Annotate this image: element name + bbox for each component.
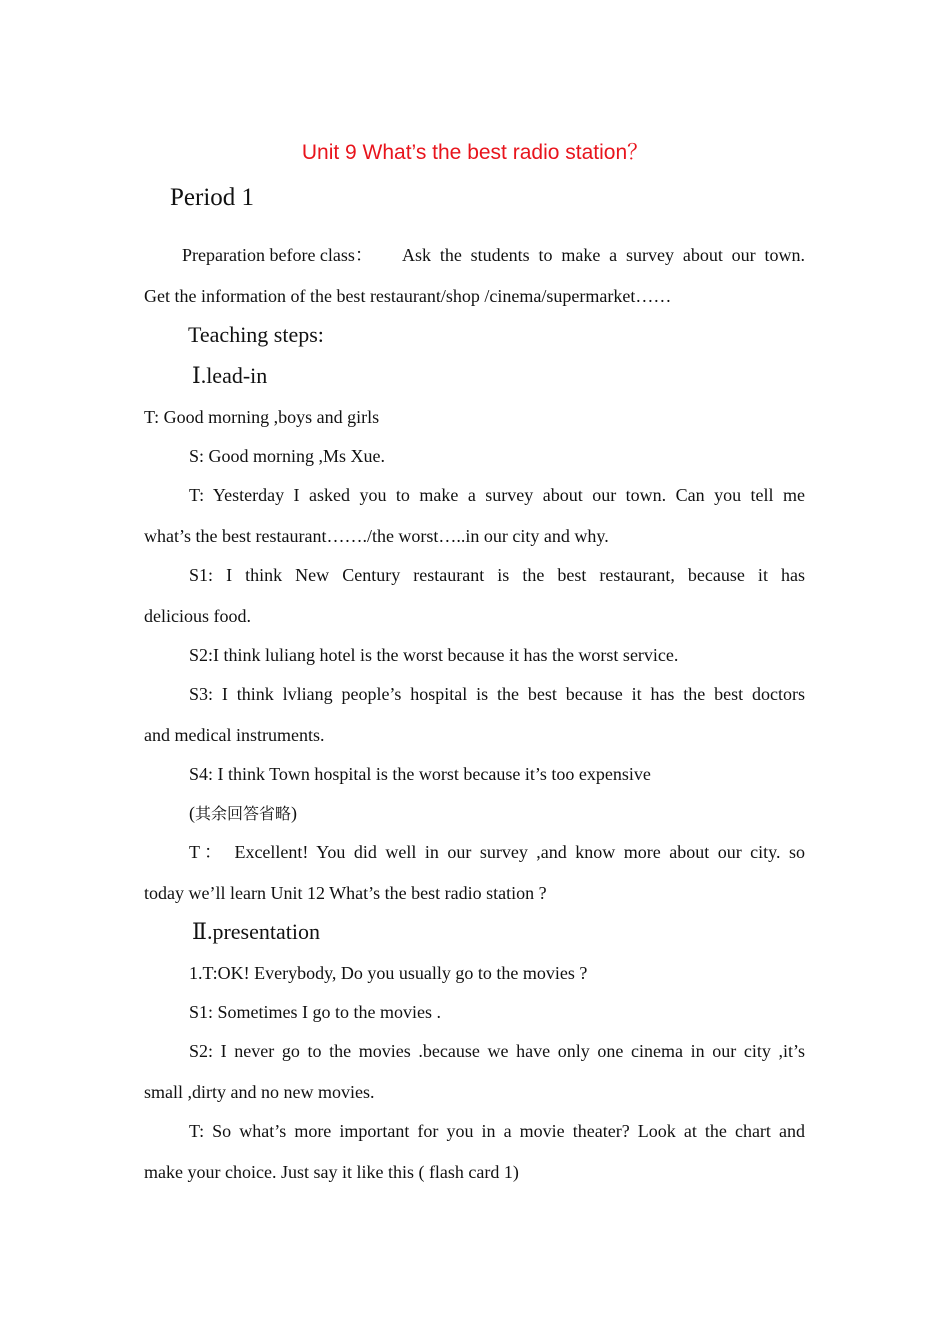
dialogue-line: S3: I think lvliang people’s hospital is the best because it has the best doctors — [189, 684, 805, 704]
dialogue-line: T: So what’s more important for you in a movie theater? Look at the chart and — [189, 1121, 805, 1141]
dialogue-line: today we’ll learn Unit 12 What’s the best radio station ? — [144, 883, 547, 903]
dialogue-line: S1: I think New Century restaurant is the best restaurant, because it has — [189, 565, 805, 585]
dialogue-line: make your choice. Just say it like this ( flash card 1) — [144, 1162, 519, 1182]
dialogue-line: S4: I think Town hospital is the worst because it’s too expensive — [189, 764, 651, 784]
teaching-steps-heading: Teaching steps: — [188, 322, 324, 347]
omitted-answers-note — [189, 802, 297, 825]
dialogue-line: T: Good morning ,boys and girls — [144, 407, 380, 427]
dialogue-line: S: Good morning ,Ms Xue. — [189, 446, 386, 466]
note-cjk-text: 其余回答省略 — [195, 804, 292, 823]
dialogue-line: S2:I think luliang hotel is the worst because it has the worst service. — [189, 645, 679, 665]
dialogue-line: what’s the best restaurant……./the worst…..in our city and why. — [144, 526, 609, 546]
section-presentation-heading: Ⅱ.presentation — [192, 919, 320, 944]
section-lead-in-heading: Ⅰ.lead-in — [192, 363, 268, 388]
dialogue-line: and medical instruments. — [144, 725, 325, 745]
prep-text-cont: Get the information of the best restaurant/shop /cinema/supermarket…… — [144, 286, 672, 306]
prep-text: Ask the students to make a survey about our town. — [402, 245, 805, 265]
dialogue-line: S2: I never go to the movies .because we have only one cinema in our city ,it’s — [189, 1041, 805, 1061]
document-title: Unit 9 What’s the best radio station？ — [301, 141, 649, 164]
dialogue-line: S1: Sometimes I go to the movies . — [189, 1002, 441, 1022]
dialogue-line: delicious food. — [144, 606, 251, 626]
prep-label: Preparation before class： — [182, 245, 373, 265]
period-heading: Period 1 — [170, 184, 255, 211]
dialogue-line: 1.T:OK! Everybody, Do you usually go to the movies ? — [189, 963, 588, 983]
note-close-paren: ) — [291, 803, 298, 823]
dialogue-line: T： Excellent! You did well in our survey ,and know more about our city. so — [189, 842, 805, 862]
dialogue-line: T: Yesterday I asked you to make a survey about our town. Can you tell me — [189, 485, 805, 505]
dialogue-line: small ,dirty and no new movies. — [144, 1082, 375, 1102]
note-open-paren: ( — [189, 803, 195, 823]
